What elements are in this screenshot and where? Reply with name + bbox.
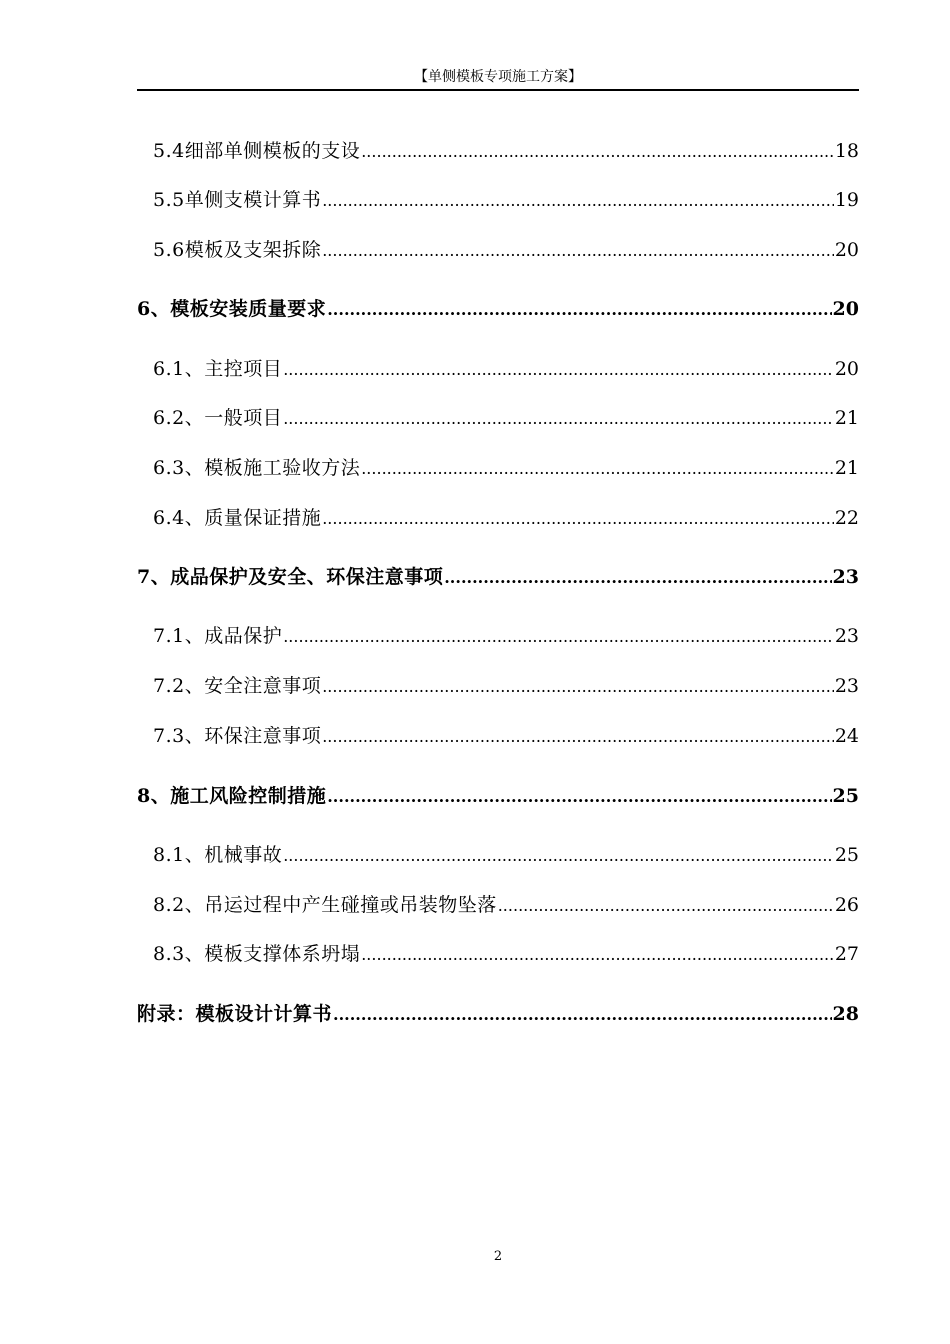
toc-dot-leader <box>322 722 834 751</box>
toc-entry-title: 8.1、机械事故 <box>153 844 283 866</box>
toc-entry[interactable] <box>153 235 859 265</box>
toc-entry[interactable] <box>153 185 859 215</box>
toc-entry-page: 23 <box>834 675 859 697</box>
toc-entry-page: 20 <box>832 298 859 320</box>
toc-entry-page: 25 <box>832 785 859 807</box>
toc-entry-page: 21 <box>834 407 859 429</box>
toc-dot-leader <box>322 186 834 215</box>
toc-entry-page: 19 <box>834 189 859 211</box>
toc-entry-page: 20 <box>834 358 859 380</box>
toc-dot-leader <box>283 355 834 384</box>
toc-entry-page: 23 <box>832 566 859 588</box>
toc-dot-leader <box>283 404 834 433</box>
toc-entry-page: 22 <box>834 507 859 529</box>
toc-dot-leader <box>327 295 831 324</box>
toc-entry-page: 26 <box>834 894 859 916</box>
toc-dot-leader <box>322 504 834 533</box>
toc-entry[interactable] <box>153 403 859 433</box>
toc-dot-leader <box>322 236 834 265</box>
toc-entry-title: 6、模板安装质量要求 <box>137 298 327 320</box>
toc-dot-leader <box>444 563 831 592</box>
toc-entry[interactable] <box>153 840 859 870</box>
toc-entry-chapter[interactable] <box>137 294 859 324</box>
toc-entry-title: 5.6模板及支架拆除 <box>153 239 322 261</box>
toc-dot-leader <box>361 454 834 483</box>
toc-entry-title: 7.3、环保注意事项 <box>153 725 322 747</box>
toc-entry-title: 6.2、一般项目 <box>153 407 283 429</box>
toc-dot-leader <box>283 841 834 870</box>
toc-entry-title: 8、施工风险控制措施 <box>137 785 327 807</box>
toc-dot-leader <box>322 672 834 701</box>
toc-entry-title: 7.2、安全注意事项 <box>153 675 322 697</box>
toc-entry-title: 附录：模板设计计算书 <box>137 1003 333 1025</box>
toc-entry-chapter[interactable] <box>137 562 859 592</box>
toc-entry-title: 6.3、模板施工验收方法 <box>153 457 361 479</box>
toc-entry-title: 5.4细部单侧模板的支设 <box>153 140 361 162</box>
toc-dot-leader <box>361 940 834 969</box>
toc-entry-page: 27 <box>834 943 859 965</box>
toc-dot-leader <box>361 137 834 166</box>
toc-entry-page: 20 <box>834 239 859 261</box>
toc-dot-leader <box>333 1000 832 1029</box>
toc-dot-leader <box>327 782 831 811</box>
toc-entry-title: 8.3、模板支撑体系坍塌 <box>153 943 361 965</box>
toc-entry[interactable] <box>153 503 859 533</box>
toc-entry-title: 6.4、质量保证措施 <box>153 507 322 529</box>
toc-entry[interactable] <box>153 621 859 651</box>
toc-entry[interactable] <box>153 136 859 166</box>
toc-entry[interactable] <box>153 890 859 920</box>
toc-entry-page: 24 <box>834 725 859 747</box>
toc-entry-title: 5.5单侧支模计算书 <box>153 189 322 211</box>
toc-entry-title: 7.1、成品保护 <box>153 625 283 647</box>
page-header: 【单侧模板专项施工方案】 <box>414 69 582 85</box>
toc-entry-title: 7、成品保护及安全、环保注意事项 <box>137 566 444 588</box>
toc-entry-appendix[interactable] <box>137 999 859 1029</box>
toc-entry[interactable] <box>153 939 859 969</box>
toc-entry[interactable] <box>153 453 859 483</box>
toc-dot-leader <box>498 891 834 920</box>
toc-entry-page: 23 <box>834 625 859 647</box>
toc-entry-page: 21 <box>834 457 859 479</box>
toc-entry[interactable] <box>153 671 859 701</box>
toc-entry-title: 6.1、主控项目 <box>153 358 283 380</box>
toc-entry-title: 8.2、吊运过程中产生碰撞或吊装物坠落 <box>153 894 497 916</box>
toc-dot-leader <box>283 622 834 651</box>
toc-entry[interactable] <box>153 354 859 384</box>
page-number: 2 <box>493 1249 503 1264</box>
toc-entry-page: 25 <box>834 844 859 866</box>
toc-entry-page: 28 <box>832 1003 859 1025</box>
toc-entry[interactable] <box>153 721 859 751</box>
toc-entry-chapter[interactable] <box>137 781 859 811</box>
toc-entry-page: 18 <box>834 140 859 162</box>
